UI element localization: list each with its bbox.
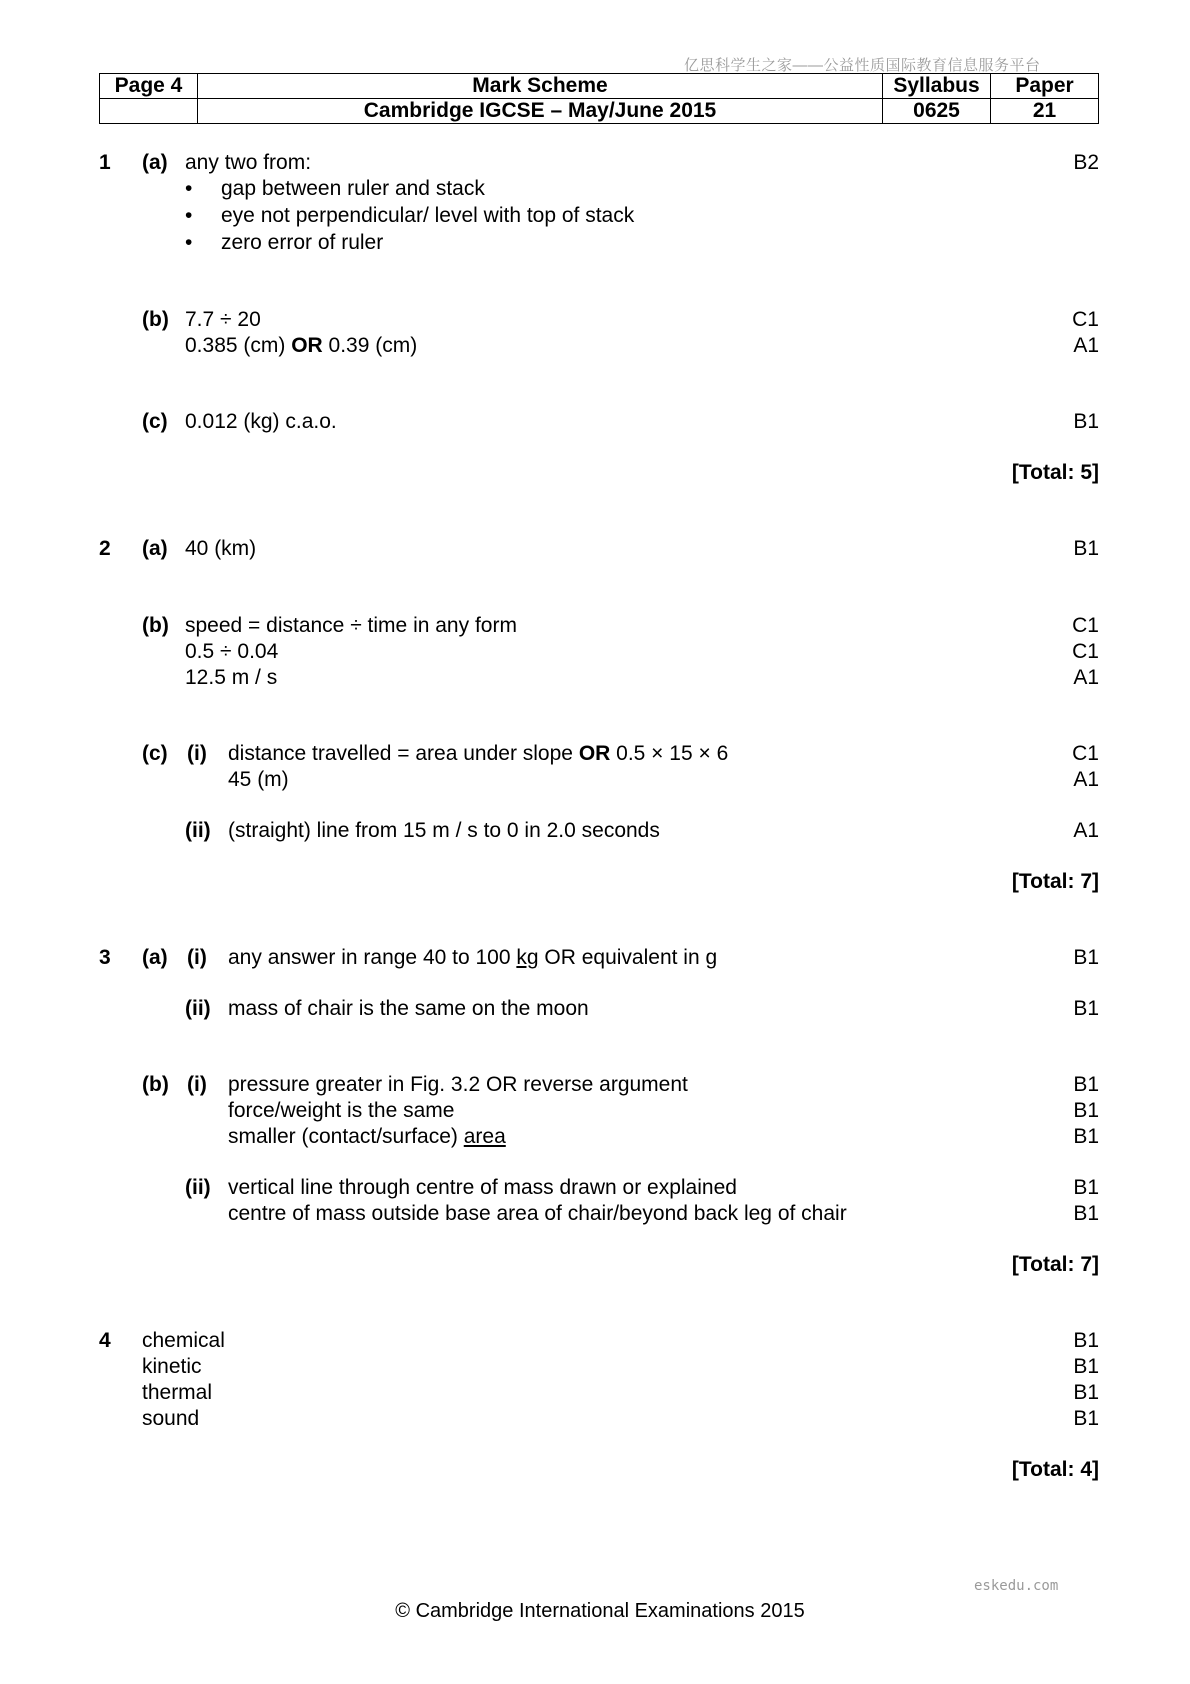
q3-bii-label: (ii) [185,1176,211,1199]
q2-c-label: (c) [142,742,168,765]
header-syllabus-label: Syllabus [883,74,991,99]
q1-b-mark1: C1 [1072,308,1099,331]
q2-number: 2 [99,537,111,560]
q3-bi-mark1: B1 [1073,1073,1099,1096]
q4-mark-4: B1 [1073,1407,1099,1430]
q2-ci-mark2: A1 [1073,768,1099,791]
q3-ai-line: any answer in range 40 to 100 kg OR equivalent in g [228,946,718,969]
q2-a-label: (a) [142,537,168,560]
q2-b-line1: speed = distance ÷ time in any form [185,614,517,637]
q2-cii-mark: A1 [1073,819,1099,842]
q2-b-line2: 0.5 ÷ 0.04 [185,640,279,663]
q2-b-mark1: C1 [1072,614,1099,637]
q4-mark-2: B1 [1073,1355,1099,1378]
q2-cii-label: (ii) [185,819,211,842]
q3-bi-mark2: B1 [1073,1099,1099,1122]
q1-b-line2: 0.385 (cm) OR 0.39 (cm) [185,334,418,357]
q1-c-label: (c) [142,410,168,433]
q1-b-line1: 7.7 ÷ 20 [185,308,261,331]
q4-line-3: thermal [142,1381,213,1404]
q3-bi-line1: pressure greater in Fig. 3.2 OR reverse argument [228,1073,688,1096]
q3-bi-label: (i) [187,1073,207,1096]
q1-a-bullet-2: • eye not perpendicular/ level with top of stack [185,204,635,227]
header-empty-cell [100,99,198,124]
header-paper-label: Paper [991,74,1099,99]
q3-b-label: (b) [142,1073,169,1096]
header-subtitle: Cambridge IGCSE – May/June 2015 [198,99,883,124]
q3-aii-line: mass of chair is the same on the moon [228,997,589,1020]
q1-a-label: (a) [142,151,168,174]
q2-a-mark: B1 [1073,537,1099,560]
header-table [99,73,1099,124]
q4-line-2: kinetic [142,1355,202,1378]
q2-a-line: 40 (km) [185,537,257,560]
q1-number: 1 [99,151,111,174]
q3-total: [Total: 7] [1011,1253,1099,1276]
q3-bii-line1: vertical line through centre of mass drawn or explained [228,1176,737,1199]
q3-bi-line3: smaller (contact/surface) area [228,1125,506,1148]
watermark-top: 亿思科学生之家——公益性质国际教育信息服务平台 [684,57,1041,74]
q3-ai-label: (i) [187,946,207,969]
q1-a-mark: B2 [1073,151,1099,174]
q3-aii-label: (ii) [185,997,211,1020]
q3-number: 3 [99,946,111,969]
q2-ci-line1: distance travelled = area under slope OR 0.5 × 15 × 6 [228,742,729,765]
q4-mark-1: B1 [1073,1329,1099,1352]
q3-bii-line2: centre of mass outside base area of chair/beyond back leg of chair [228,1202,847,1225]
q4-line-1: chemical [142,1329,225,1352]
header-page: Page 4 [100,74,198,99]
q3-aii-mark: B1 [1073,997,1099,1020]
q1-b-mark2: A1 [1073,334,1099,357]
q2-b-mark3: A1 [1073,666,1099,689]
q3-bi-line2: force/weight is the same [228,1099,455,1122]
q1-a-bullet-1: • gap between ruler and stack [185,177,485,200]
q1-a-intro: any two from: [185,151,312,174]
q1-b-label: (b) [142,308,169,331]
q2-cii-line: (straight) line from 15 m / s to 0 in 2.0 seconds [228,819,660,842]
q4-number: 4 [99,1329,111,1352]
header-title: Mark Scheme [198,74,883,99]
header-syllabus-value: 0625 [883,99,991,124]
q2-ci-line2: 45 (m) [228,768,289,791]
q2-b-line3: 12.5 m / s [185,666,278,689]
q2-b-label: (b) [142,614,169,637]
q1-c-line: 0.012 (kg) c.a.o. [185,410,337,433]
q2-total: [Total: 7] [1011,870,1099,893]
q4-mark-3: B1 [1073,1381,1099,1404]
q1-total: [Total: 5] [1011,461,1099,484]
q3-a-label: (a) [142,946,168,969]
q4-total: [Total: 4] [1011,1458,1099,1481]
header-paper-value: 21 [991,99,1099,124]
q1-c-mark: B1 [1073,410,1099,433]
footer-copyright: © Cambridge International Examinations 2015 [395,1600,805,1622]
q2-ci-label: (i) [187,742,207,765]
q3-bii-mark2: B1 [1073,1202,1099,1225]
q1-a-bullet-3: • zero error of ruler [185,231,384,254]
q2-ci-mark1: C1 [1072,742,1099,765]
watermark-bottom: eskedu.com [974,1578,1059,1594]
q3-bi-mark3: B1 [1073,1125,1099,1148]
q3-ai-mark: B1 [1073,946,1099,969]
q3-bii-mark1: B1 [1073,1176,1099,1199]
q4-line-4: sound [142,1407,200,1430]
q2-b-mark2: C1 [1072,640,1099,663]
